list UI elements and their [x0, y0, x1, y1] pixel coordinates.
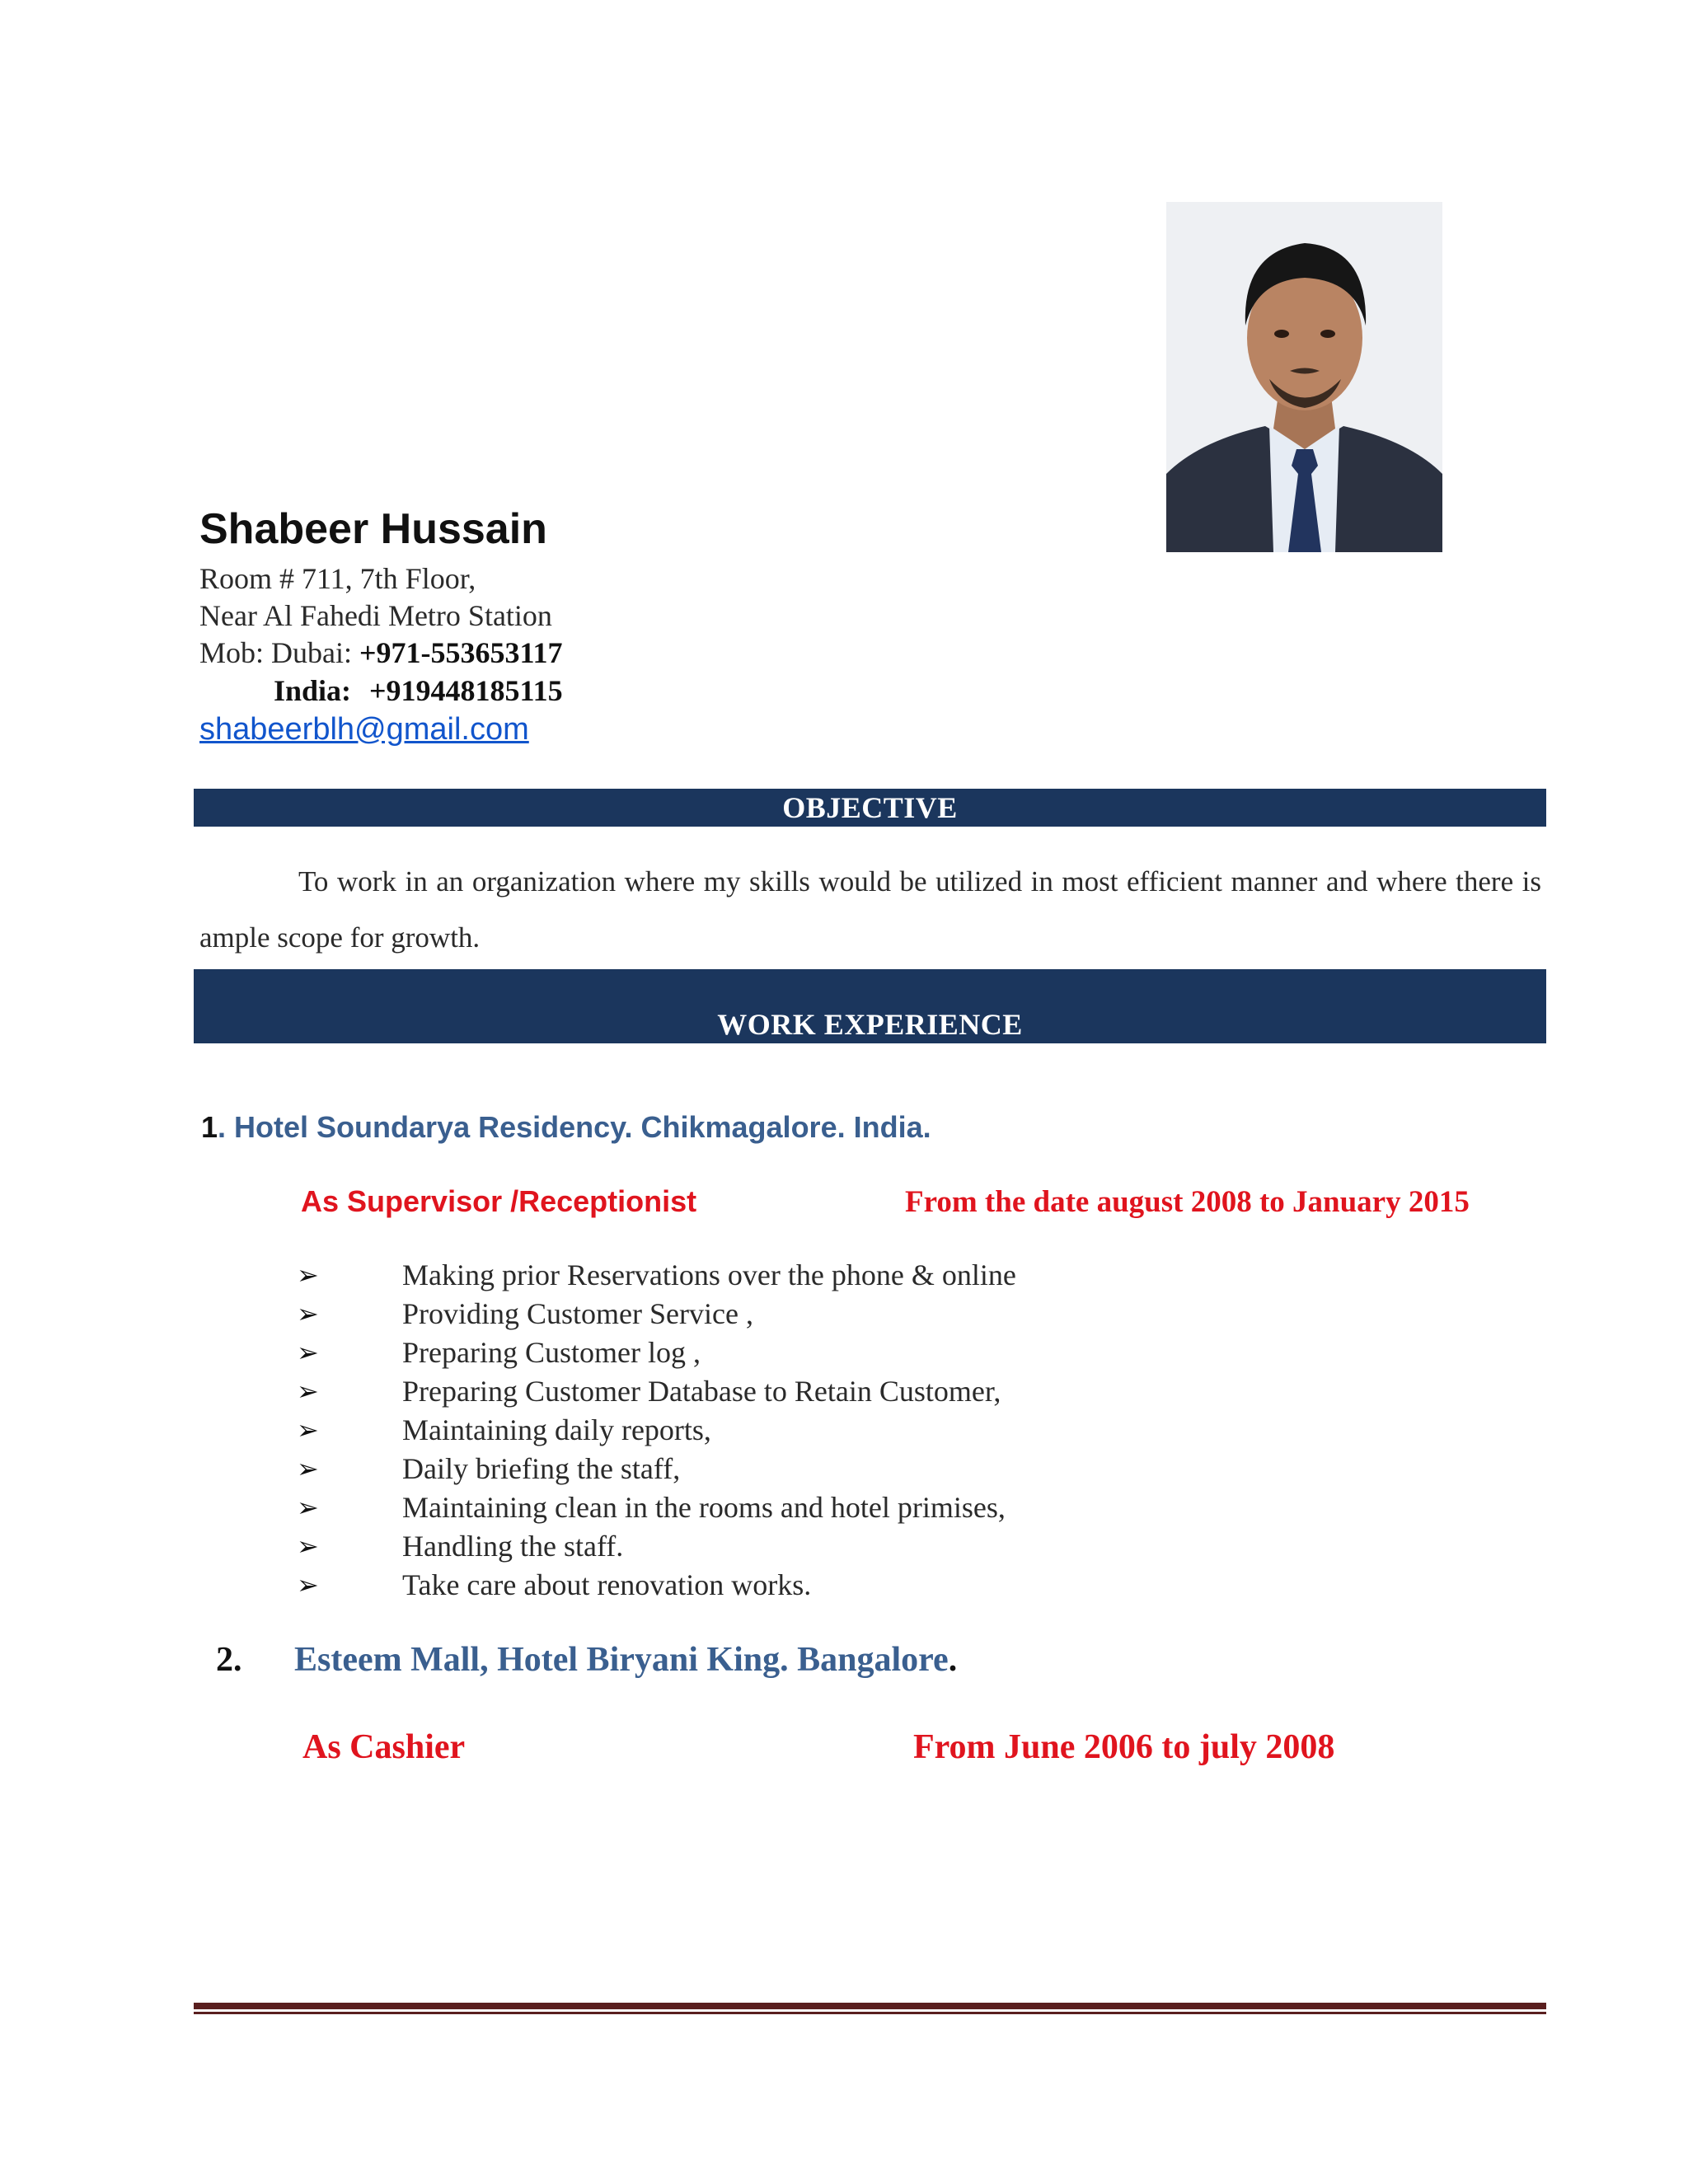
mobile-india-label: India: [274, 674, 352, 707]
objective-heading: OBJECTIVE [782, 791, 958, 824]
email-link[interactable]: shabeerblh@gmail.com [199, 712, 529, 747]
arrowhead-bullet-icon: ➢ [297, 1452, 319, 1484]
work-experience-section-bar [194, 969, 1546, 1043]
job-2-employer: Esteem Mall, Hotel Biryani King. Bangalore [294, 1641, 949, 1679]
job-2-number: 2. [216, 1641, 242, 1679]
job-1-number: 1 [201, 1110, 218, 1144]
job-1-dates: From the date august 2008 to January 2015 [905, 1185, 1470, 1219]
arrowhead-bullet-icon: ➢ [297, 1491, 319, 1523]
mobile-dubai-label: Mob: Dubai: [199, 636, 352, 669]
address-line-1: Room # 711, 7th Floor, [199, 562, 476, 595]
job-2-title [294, 1640, 957, 1680]
duty-item [297, 1410, 1016, 1449]
job-2-role: As Cashier [302, 1728, 466, 1766]
duty-text: Making prior Reservations over the phone & online [402, 1258, 1016, 1291]
arrowhead-bullet-icon: ➢ [297, 1568, 319, 1601]
profile-photo [1166, 202, 1442, 552]
arrowhead-bullet-icon: ➢ [297, 1336, 319, 1368]
job-2-employer-end: . [948, 1641, 958, 1679]
mobile-dubai-line [199, 635, 563, 671]
duty-text: Preparing Customer Database to Retain Customer, [402, 1374, 1001, 1408]
duty-text: Maintaining daily reports, [402, 1413, 711, 1446]
duty-item [297, 1488, 1016, 1526]
duty-item [297, 1294, 1016, 1333]
mobile-india-line [274, 673, 563, 709]
job-1-employer: . Hotel Soundarya Residency. Chikmagalore. India. [218, 1110, 931, 1144]
arrowhead-bullet-icon: ➢ [297, 1375, 319, 1407]
duty-item [297, 1333, 1016, 1371]
duty-text: Take care about renovation works. [402, 1568, 812, 1601]
mobile-india-number: +919448185115 [369, 674, 563, 707]
candidate-name: Shabeer Hussain [199, 505, 547, 553]
objective-text: To work in an organization where my skills would be utilized in most efficient manner and where there is ample scope for growth. [199, 865, 1541, 954]
duty-item [297, 1526, 1016, 1565]
duty-text: Preparing Customer log , [402, 1335, 701, 1369]
job-2-dates: From June 2006 to july 2008 [913, 1728, 1335, 1766]
arrowhead-bullet-icon: ➢ [297, 1297, 319, 1329]
duty-text: Handling the staff. [402, 1529, 624, 1563]
address-line-2: Near Al Fahedi Metro Station [199, 599, 552, 632]
mobile-dubai-number: +971-553653117 [359, 636, 563, 669]
objective-section-bar [194, 789, 1546, 827]
job-1-role: As Supervisor /Receptionist [301, 1184, 697, 1218]
duty-text: Maintaining clean in the rooms and hotel primises, [402, 1490, 1006, 1524]
footer-divider [194, 2003, 1546, 2014]
duty-item [297, 1371, 1016, 1410]
arrowhead-bullet-icon: ➢ [297, 1413, 319, 1446]
duty-item [297, 1255, 1016, 1294]
duty-text: Providing Customer Service , [402, 1296, 753, 1330]
duty-text: Daily briefing the staff, [402, 1451, 681, 1485]
work-experience-heading: WORK EXPERIENCE [717, 1008, 1023, 1041]
arrowhead-bullet-icon: ➢ [297, 1258, 319, 1291]
arrowhead-bullet-icon: ➢ [297, 1530, 319, 1562]
duty-item [297, 1449, 1016, 1488]
duty-item [297, 1565, 1016, 1604]
job-1-title [201, 1110, 931, 1145]
job-1-duties-list [297, 1255, 1016, 1604]
